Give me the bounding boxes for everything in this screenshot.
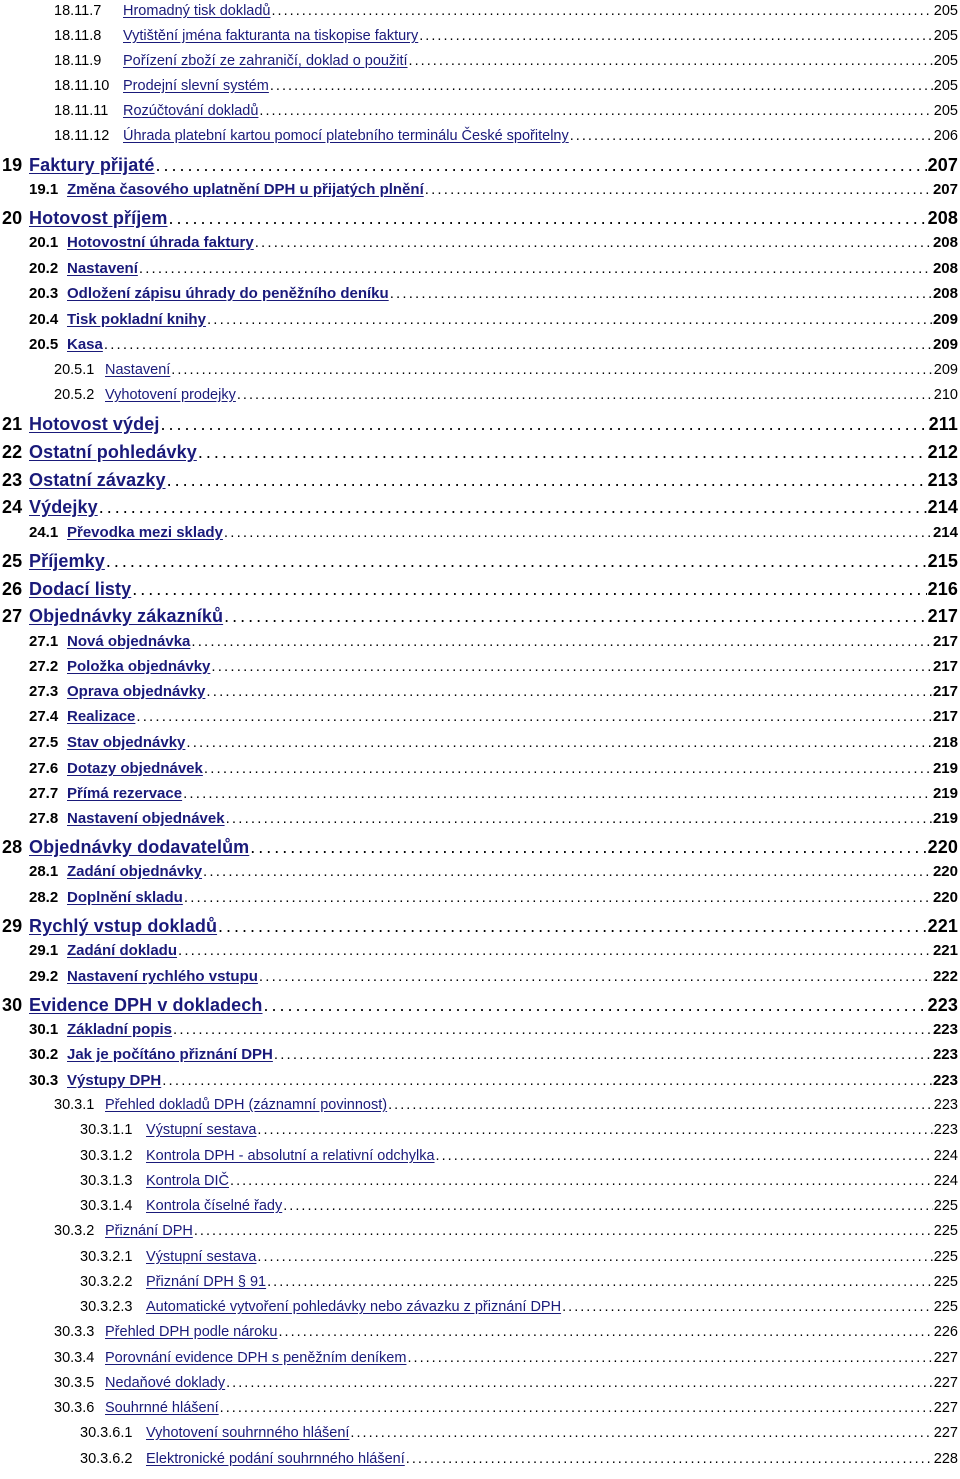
dot-leader <box>203 863 932 880</box>
toc-entry-link[interactable]: Objednávky dodavatelům <box>29 837 250 857</box>
toc-entry-number: 27.4 <box>29 708 59 725</box>
toc-entry-link[interactable]: Ostatní závazky <box>29 470 166 490</box>
dot-leader <box>390 285 932 302</box>
toc-entry-number: 18.11.8 <box>54 28 102 44</box>
toc-entry-number: 30.2 <box>29 1046 59 1063</box>
toc-entry-number: 29.2 <box>29 968 59 985</box>
dot-leader <box>237 387 933 403</box>
toc-entry-page-number: 212 <box>927 442 958 462</box>
dot-leader <box>274 1046 932 1063</box>
toc-entry-link[interactable]: Nastavení rychlého vstupu <box>67 968 258 985</box>
dot-leader <box>132 579 926 600</box>
toc-entry[interactable] <box>2 579 958 600</box>
toc-entry-link[interactable]: Stav objednávky <box>67 734 186 751</box>
dot-leader <box>178 942 932 959</box>
toc-entry-number: 19.1 <box>29 181 59 198</box>
dot-leader <box>99 497 927 518</box>
toc-entry-number: 27 <box>2 606 23 626</box>
toc-entry[interactable] <box>29 942 958 959</box>
toc-entry-page-number: 223 <box>932 1072 958 1089</box>
dot-leader <box>167 470 927 491</box>
toc-entry-number: 30.3 <box>29 1072 59 1089</box>
toc-entry-link[interactable]: Úhrada platební kartou pomocí platebního terminálu České spořitelny <box>123 128 569 144</box>
toc-entry-page-number: 225 <box>933 1299 958 1315</box>
toc-entry-link[interactable]: Změna časového uplatnění DPH u přijatých plnění <box>67 181 424 198</box>
dot-leader <box>183 785 932 802</box>
toc-entry-page-number: 210 <box>933 387 958 403</box>
toc-entry-page-number: 220 <box>927 837 958 857</box>
dot-leader <box>283 1198 933 1214</box>
toc-entry-page-number: 217 <box>932 683 958 700</box>
toc-entry-link[interactable]: Zadání dokladu <box>67 942 178 959</box>
toc-entry-number: 30.3.6.1 <box>80 1425 133 1441</box>
dot-leader <box>224 606 927 627</box>
toc-entry-page-number: 226 <box>933 1324 958 1340</box>
dot-leader <box>169 208 927 229</box>
toc-entry-page-number: 219 <box>932 810 958 827</box>
toc-entry-page-number: 217 <box>932 633 958 650</box>
toc-entry[interactable] <box>29 863 958 880</box>
toc-entry-number: 30.3.2 <box>54 1223 95 1239</box>
toc-entry-link[interactable]: Položka objednávky <box>67 658 211 675</box>
toc-entry-link[interactable]: Vyhotovení prodejky <box>105 387 236 403</box>
toc-entry-link[interactable]: Výstupy DPH <box>67 1072 162 1089</box>
dot-leader <box>425 181 932 198</box>
toc-entry-page-number: 217 <box>932 658 958 675</box>
toc-entry-link[interactable]: Výstupní sestava <box>146 1122 257 1138</box>
toc-entry-link[interactable]: Vytištění jména fakturanta na tiskopise faktury <box>123 28 419 44</box>
toc-entry[interactable] <box>29 658 958 675</box>
toc-entry-page-number: 213 <box>927 470 958 490</box>
dot-leader <box>139 260 932 277</box>
toc-entry[interactable] <box>80 1198 958 1214</box>
dot-leader <box>562 1299 933 1315</box>
dot-leader <box>106 551 927 572</box>
toc-entry-number: 20.1 <box>29 234 59 251</box>
toc-entry-number: 18.11.9 <box>54 53 102 69</box>
toc-entry[interactable] <box>29 760 958 777</box>
toc-entry-number: 24.1 <box>29 524 59 541</box>
toc-entry-page-number: 220 <box>932 889 958 906</box>
toc-entry[interactable] <box>2 497 958 518</box>
dot-leader <box>211 658 932 675</box>
toc-entry-number: 18.11.10 <box>54 78 110 94</box>
toc-entry[interactable] <box>2 606 958 627</box>
toc-entry-page-number: 223 <box>932 1021 958 1038</box>
toc-entry-link[interactable]: Rychlý vstup dokladů <box>29 916 218 936</box>
toc-entry-number: 28 <box>2 837 23 857</box>
toc-entry-link[interactable]: Rozúčtování dokladů <box>123 103 259 119</box>
dot-leader <box>156 155 927 176</box>
toc-entry-link[interactable]: Nová objednávka <box>67 633 191 650</box>
toc-entry-number: 29 <box>2 916 23 936</box>
toc-entry-page-number: 205 <box>933 103 958 119</box>
toc-entry-number: 20.5 <box>29 336 59 353</box>
toc-entry-number: 19 <box>2 155 23 175</box>
dot-leader <box>257 1249 932 1265</box>
dot-leader <box>570 128 933 144</box>
toc-entry-page-number: 205 <box>933 28 958 44</box>
toc-entry-link[interactable]: Dodací listy <box>29 579 132 599</box>
toc-entry-number: 20.4 <box>29 311 59 328</box>
toc-entry-page-number: 219 <box>932 760 958 777</box>
toc-entry-link[interactable]: Elektronické podání souhrnného hlášení <box>146 1451 405 1467</box>
dot-leader <box>220 1400 933 1416</box>
dot-leader <box>270 78 933 94</box>
toc-entry-link[interactable]: Souhrnné hlášení <box>105 1400 219 1416</box>
toc-entry-number: 30.3.2.1 <box>80 1249 133 1265</box>
toc-entry-page-number: 223 <box>933 1097 958 1113</box>
toc-entry-number: 18.11.11 <box>54 103 109 119</box>
toc-entry[interactable] <box>54 3 958 19</box>
toc-entry[interactable] <box>2 155 958 176</box>
dot-leader <box>257 1122 932 1138</box>
toc-entry-page-number: 208 <box>932 260 958 277</box>
toc-entry-link[interactable]: Hromadný tisk dokladů <box>123 3 271 19</box>
dot-leader <box>409 53 933 69</box>
toc-entry-page-number: 219 <box>932 785 958 802</box>
toc-entry-number: 20.3 <box>29 285 59 302</box>
toc-entry-page-number: 221 <box>932 942 958 959</box>
toc-entry[interactable] <box>54 103 958 119</box>
toc-entry-page-number: 207 <box>932 181 958 198</box>
toc-entry-number: 20.5.2 <box>54 387 95 403</box>
toc-entry[interactable] <box>2 551 958 572</box>
toc-entry[interactable] <box>54 1350 958 1366</box>
dot-leader <box>279 1324 933 1340</box>
toc-entry[interactable] <box>29 285 958 302</box>
toc-entry-number: 30.3.6.2 <box>80 1451 133 1467</box>
dot-leader <box>230 1173 933 1189</box>
toc-entry[interactable] <box>2 995 958 1016</box>
toc-entry[interactable] <box>29 234 958 251</box>
toc-entry-number: 30.3.1.1 <box>80 1122 133 1138</box>
toc-entry-link[interactable]: Evidence DPH v dokladech <box>29 995 263 1015</box>
toc-entry-page-number: 214 <box>927 497 958 517</box>
dot-leader <box>250 837 926 858</box>
toc-entry[interactable] <box>80 1274 958 1290</box>
toc-entry-link[interactable]: Jak je počítáno přiznání DPH <box>67 1046 273 1063</box>
toc-entry-page-number: 217 <box>932 708 958 725</box>
dot-leader <box>263 995 926 1016</box>
toc-entry[interactable] <box>2 470 958 491</box>
toc-entry-number: 30.3.6 <box>54 1400 95 1416</box>
toc-entry-page-number: 208 <box>932 234 958 251</box>
toc-entry-number: 27.8 <box>29 810 59 827</box>
toc-entry-link[interactable]: Přímá rezervace <box>67 785 183 802</box>
toc-entry[interactable] <box>2 414 958 435</box>
toc-entry-number: 23 <box>2 470 23 490</box>
toc-entry-number: 30.3.4 <box>54 1350 95 1366</box>
toc-entry-number: 30.3.2.3 <box>80 1299 133 1315</box>
dot-leader <box>162 1072 932 1089</box>
toc-entry-page-number: 206 <box>933 128 958 144</box>
toc-entry-number: 26 <box>2 579 23 599</box>
dot-leader <box>272 3 933 19</box>
toc-entry-page-number: 225 <box>933 1249 958 1265</box>
toc-entry-number: 24 <box>2 497 23 517</box>
toc-entry-number: 27.5 <box>29 734 59 751</box>
toc-entry[interactable] <box>29 260 958 277</box>
toc-entry-number: 30.3.2.2 <box>80 1274 133 1290</box>
toc-entry[interactable] <box>2 837 958 858</box>
toc-entry-link[interactable]: Nedaňové doklady <box>105 1375 226 1391</box>
dot-leader <box>194 1223 933 1239</box>
dot-leader <box>191 633 932 650</box>
dot-leader <box>255 234 932 251</box>
toc-entry-number: 18.11.12 <box>54 128 110 144</box>
dot-leader <box>136 708 932 725</box>
toc-entry-page-number: 227 <box>933 1375 958 1391</box>
toc-entry-page-number: 209 <box>932 336 958 353</box>
toc-entry-page-number: 225 <box>933 1198 958 1214</box>
dot-leader <box>388 1097 933 1113</box>
toc-entry-link[interactable]: Hotovostní úhrada faktury <box>67 234 254 251</box>
toc-entry-page-number: 227 <box>933 1425 958 1441</box>
toc-entry[interactable] <box>29 524 958 541</box>
toc-entry[interactable] <box>54 1097 958 1113</box>
toc-entry-page-number: 225 <box>933 1223 958 1239</box>
dot-leader <box>207 311 932 328</box>
toc-entry[interactable] <box>29 889 958 906</box>
toc-entry-page-number: 224 <box>933 1148 958 1164</box>
toc-entry-page-number: 225 <box>933 1274 958 1290</box>
toc-entry-link[interactable]: Ostatní pohledávky <box>29 442 197 462</box>
toc-entry-page-number: 223 <box>933 1122 958 1138</box>
dot-leader <box>226 1375 933 1391</box>
toc-entry-link[interactable]: Kontrola DIČ <box>146 1173 230 1189</box>
toc-entry-number: 30.3.3 <box>54 1324 95 1340</box>
toc-entry-number: 27.6 <box>29 760 59 777</box>
toc-entry-number: 30.1 <box>29 1021 59 1038</box>
toc-entry-page-number: 218 <box>932 734 958 751</box>
toc-entry-link[interactable]: Hotovost příjem <box>29 208 168 228</box>
toc-entry-number: 30.3.1.3 <box>80 1173 133 1189</box>
toc-entry[interactable] <box>80 1249 958 1265</box>
toc-entry-page-number: 227 <box>933 1400 958 1416</box>
toc-entry-link[interactable]: Dotazy objednávek <box>67 760 203 777</box>
toc-entry[interactable] <box>2 208 958 229</box>
toc-entry-link[interactable]: Odložení zápisu úhrady do peněžního deníku <box>67 285 389 302</box>
toc-entry-link[interactable]: Kontrola číselné řady <box>146 1198 283 1214</box>
toc-entry-page-number: 205 <box>933 3 958 19</box>
toc-entry-number: 30 <box>2 995 23 1015</box>
toc-entry-number: 18.11.7 <box>54 3 102 19</box>
dot-leader <box>267 1274 933 1290</box>
dot-leader <box>173 1021 932 1038</box>
toc-entry-number: 30.3.1.4 <box>80 1198 133 1214</box>
toc-entry[interactable] <box>29 810 958 827</box>
toc-entry-page-number: 228 <box>933 1451 958 1467</box>
toc-entry-link[interactable]: Příjemky <box>29 551 105 571</box>
toc-entry-link[interactable]: Automatické vytvoření pohledávky nebo závazku z přiznání DPH <box>146 1299 562 1315</box>
toc-entry-number: 27.7 <box>29 785 59 802</box>
toc-entry-page-number: 217 <box>927 606 958 626</box>
dot-leader <box>224 524 932 541</box>
toc-entry-page-number: 220 <box>932 863 958 880</box>
toc-entry[interactable] <box>29 1021 958 1038</box>
toc-entry[interactable] <box>80 1299 958 1315</box>
toc-entry[interactable] <box>29 785 958 802</box>
toc-entry-page-number: 224 <box>933 1173 958 1189</box>
toc-entry-number: 27.1 <box>29 633 59 650</box>
toc-entry-link[interactable]: Tisk pokladní knihy <box>67 311 206 328</box>
toc-entry-number: 30.3.5 <box>54 1375 95 1391</box>
toc-entry[interactable] <box>29 633 958 650</box>
toc-entry-link[interactable]: Oprava objednávky <box>67 683 206 700</box>
toc-entry-page-number: 222 <box>932 968 958 985</box>
toc-entry-page-number: 214 <box>932 524 958 541</box>
toc-entry[interactable] <box>29 181 958 198</box>
toc-entry-link[interactable]: Přehled DPH podle nároku <box>105 1324 278 1340</box>
toc-entry-number: 25 <box>2 551 23 571</box>
toc-entry-page-number: 205 <box>933 78 958 94</box>
dot-leader <box>406 1451 933 1467</box>
toc-entry-page-number: 211 <box>928 414 958 434</box>
toc-entry-link[interactable]: Přiznání DPH § 91 <box>146 1274 267 1290</box>
dot-leader <box>218 916 927 937</box>
toc-entry-link[interactable]: Nastavení <box>67 260 138 277</box>
dot-leader <box>407 1350 932 1366</box>
toc-entry[interactable] <box>54 1223 958 1239</box>
toc-entry-link[interactable]: Doplnění skladu <box>67 889 183 906</box>
toc-entry-number: 20.5.1 <box>54 362 95 378</box>
toc-entry-page-number: 207 <box>927 155 958 175</box>
toc-entry-number: 20.2 <box>29 260 59 277</box>
toc-entry[interactable] <box>80 1451 958 1467</box>
toc-entry-link[interactable]: Kasa <box>67 336 103 353</box>
toc-entry-page-number: 221 <box>927 916 958 936</box>
toc-entry-number: 22 <box>2 442 23 462</box>
toc-entry-link[interactable]: Výstupní sestava <box>146 1249 257 1265</box>
toc-entry-page-number: 208 <box>932 285 958 302</box>
toc-entry-link[interactable]: Prodejní slevní systém <box>123 78 269 94</box>
toc-entry-number: 30.3.1.2 <box>80 1148 133 1164</box>
toc-entry[interactable] <box>29 968 958 985</box>
toc-entry-link[interactable]: Realizace <box>67 708 136 725</box>
toc-entry-page-number: 205 <box>933 53 958 69</box>
toc-entry[interactable] <box>54 53 958 69</box>
toc-entry[interactable] <box>54 387 958 403</box>
toc-entry[interactable] <box>54 362 958 378</box>
dot-leader <box>198 442 927 463</box>
toc-entry-link[interactable]: Pořízení zboží ze zahraničí, doklad o použití <box>123 53 408 69</box>
toc-entry-page-number: 223 <box>927 995 958 1015</box>
toc-entry-link[interactable]: Porovnání evidence DPH s peněžním deníkem <box>105 1350 407 1366</box>
toc-entry-page-number: 209 <box>933 362 958 378</box>
toc-entry[interactable] <box>29 708 958 725</box>
toc-entry[interactable] <box>29 1072 958 1089</box>
toc-entry[interactable] <box>29 734 958 751</box>
toc-entry-link[interactable]: Přehled dokladů DPH (záznamní povinnost) <box>105 1097 388 1113</box>
dot-leader <box>436 1148 933 1164</box>
toc-entry-page-number: 216 <box>927 579 958 599</box>
toc-entry[interactable] <box>2 916 958 937</box>
toc-entry-link[interactable]: Faktury přijaté <box>29 155 155 175</box>
toc-entry-link[interactable]: Převodka mezi sklady <box>67 524 223 541</box>
toc-entry[interactable] <box>80 1122 958 1138</box>
dot-leader <box>184 889 932 906</box>
dot-leader <box>350 1425 932 1441</box>
toc-entry-page-number: 223 <box>932 1046 958 1063</box>
toc-entry-number: 21 <box>2 414 23 434</box>
toc-entry[interactable] <box>54 1324 958 1340</box>
toc-entry-link[interactable]: Objednávky zákazníků <box>29 606 224 626</box>
toc-entry-link[interactable]: Nastavení objednávek <box>67 810 225 827</box>
dot-leader <box>419 28 933 44</box>
dot-leader <box>226 810 932 827</box>
toc-entry[interactable] <box>29 336 958 353</box>
toc-entry-number: 28.1 <box>29 863 59 880</box>
toc-entry-link[interactable]: Výdejky <box>29 497 98 517</box>
toc-entry[interactable] <box>54 1400 958 1416</box>
toc-entry[interactable] <box>80 1148 958 1164</box>
toc-entry[interactable] <box>29 683 958 700</box>
toc-entry-page-number: 209 <box>932 311 958 328</box>
toc-entry-number: 30.3.1 <box>54 1097 95 1113</box>
toc-entry-page-number: 215 <box>927 551 958 571</box>
dot-leader <box>206 683 932 700</box>
toc-entry-link[interactable]: Hotovost výdej <box>29 414 160 434</box>
toc-entry[interactable] <box>80 1173 958 1189</box>
dot-leader <box>160 414 927 435</box>
toc-entry-link[interactable]: Nastavení <box>105 362 171 378</box>
toc-entry[interactable] <box>2 442 958 463</box>
toc-entry[interactable] <box>54 128 958 144</box>
dot-leader <box>104 336 932 353</box>
toc-entry[interactable] <box>29 311 958 328</box>
toc-entry-link[interactable]: Přiznání DPH <box>105 1223 193 1239</box>
toc-entry[interactable] <box>29 1046 958 1063</box>
toc-entry[interactable] <box>54 78 958 94</box>
dot-leader <box>186 734 932 751</box>
toc-entry[interactable] <box>80 1425 958 1441</box>
toc-entry-page-number: 227 <box>933 1350 958 1366</box>
toc-entry-number: 28.2 <box>29 889 59 906</box>
toc-entry-link[interactable]: Kontrola DPH - absolutní a relativní odchylka <box>146 1148 435 1164</box>
toc-entry-number: 20 <box>2 208 23 228</box>
dot-leader <box>259 103 932 119</box>
toc-entry-page-number: 208 <box>927 208 958 228</box>
toc-entry-number: 27.3 <box>29 683 59 700</box>
toc-entry[interactable] <box>54 28 958 44</box>
toc-entry-link[interactable]: Vyhotovení souhrnného hlášení <box>146 1425 350 1441</box>
toc-entry-link[interactable]: Zadání objednávky <box>67 863 203 880</box>
dot-leader <box>171 362 933 378</box>
dot-leader <box>259 968 932 985</box>
toc-entry-link[interactable]: Základní popis <box>67 1021 173 1038</box>
toc-entry-number: 27.2 <box>29 658 59 675</box>
dot-leader <box>204 760 932 777</box>
toc-entry-number: 29.1 <box>29 942 59 959</box>
toc-entry[interactable] <box>54 1375 958 1391</box>
